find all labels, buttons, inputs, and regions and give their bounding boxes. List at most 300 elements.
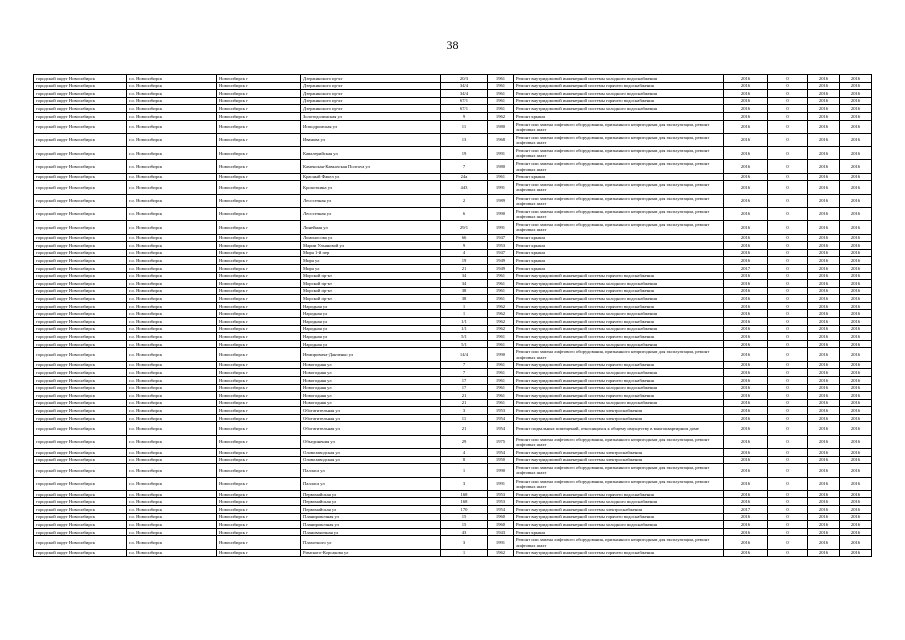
cell-street: Оловозаводская ул	[301, 449, 441, 457]
cell-year: 1980	[488, 160, 514, 173]
cell-municipality: г.о. Новосибирск	[127, 369, 217, 377]
cell-from: 2016	[808, 340, 840, 348]
cell-year: 1962	[488, 549, 514, 557]
cell-municipality: г.о. Новосибирск	[127, 333, 217, 341]
cell-street: Планировочная ул	[301, 513, 441, 521]
cell-street: Объединения ул	[301, 435, 441, 448]
cell-start: 2017	[724, 506, 768, 514]
cell-year: 1990	[488, 348, 514, 361]
cell-to: 2016	[840, 257, 872, 265]
cell-from: 2016	[808, 490, 840, 498]
cell-year: 1961	[488, 392, 514, 400]
cell-year: 1961	[488, 75, 514, 83]
table-row	[34, 105, 872, 113]
cell-from: 2016	[808, 147, 840, 160]
cell-street: Мира ул	[301, 264, 441, 272]
cell-year: 1949	[488, 264, 514, 272]
cell-house: 15	[441, 521, 488, 529]
cell-count: 0	[768, 407, 808, 415]
cell-municipality: г.о. Новосибирск	[127, 133, 217, 146]
cell-start: 2016	[724, 207, 768, 220]
cell-house: 11	[441, 414, 488, 422]
cell-street: Первомайская ул	[301, 490, 441, 498]
cell-count: 0	[768, 173, 808, 181]
cell-from: 2016	[808, 295, 840, 303]
cell-house: 21	[441, 399, 488, 407]
cell-street: Первомайская ул	[301, 506, 441, 514]
cell-from: 2016	[808, 173, 840, 181]
cell-year: 1968	[488, 133, 514, 146]
cell-year: 1961	[488, 287, 514, 295]
table-row	[34, 318, 872, 326]
table-row	[34, 528, 872, 536]
cell-from: 2016	[808, 249, 840, 257]
cell-municipality: г.о. Новосибирск	[127, 498, 217, 506]
cell-from: 2016	[808, 449, 840, 457]
cell-house: 34/4	[441, 82, 488, 90]
cell-municipality: г.о. Новосибирск	[127, 75, 217, 83]
cell-city: Новосибирск г	[217, 536, 301, 549]
cell-street: Золотодолинская ул	[301, 112, 441, 120]
cell-house: 7	[441, 369, 488, 377]
cell-count: 0	[768, 456, 808, 464]
cell-start: 2016	[724, 477, 768, 490]
cell-street: Народная ул	[301, 333, 441, 341]
cell-work: Ремонт внутридомовой инженерной системы горячего водоснабжения	[514, 97, 724, 105]
cell-to: 2016	[840, 75, 872, 83]
cell-district: городской округ Новосибирск	[34, 464, 127, 477]
cell-count: 0	[768, 242, 808, 250]
cell-street: Мира 1-й пер	[301, 249, 441, 257]
cell-street: Оловозаводская ул	[301, 456, 441, 464]
cell-to: 2016	[840, 528, 872, 536]
cell-municipality: г.о. Новосибирск	[127, 97, 217, 105]
cell-district: городской округ Новосибирск	[34, 376, 127, 384]
cell-start: 2016	[724, 75, 768, 83]
cell-district: городской округ Новосибирск	[34, 221, 127, 234]
cell-to: 2016	[840, 369, 872, 377]
cell-work: Ремонт или замена лифтового оборудования, признанного непригодным для эксплуатации, ремонт лифтовых шахт	[514, 536, 724, 549]
cell-count: 0	[768, 498, 808, 506]
cell-street: Немировича-Данченко ул	[301, 348, 441, 361]
cell-start: 2016	[724, 82, 768, 90]
cell-municipality: г.о. Новосибирск	[127, 348, 217, 361]
cell-count: 0	[768, 194, 808, 207]
cell-house: 3	[441, 477, 488, 490]
cell-count: 0	[768, 435, 808, 448]
cell-street: Морской пр-кт	[301, 272, 441, 280]
cell-house: 29/1	[441, 221, 488, 234]
cell-count: 0	[768, 325, 808, 333]
cell-municipality: г.о. Новосибирск	[127, 490, 217, 498]
cell-district: городской округ Новосибирск	[34, 133, 127, 146]
cell-house: 2	[441, 194, 488, 207]
cell-street: Морской пр-кт	[301, 280, 441, 288]
cell-to: 2016	[840, 147, 872, 160]
table-row	[34, 414, 872, 422]
cell-count: 0	[768, 221, 808, 234]
cell-district: городской округ Новосибирск	[34, 234, 127, 242]
cell-district: городской округ Новосибирск	[34, 422, 127, 435]
cell-house: 170	[441, 506, 488, 514]
cell-to: 2016	[840, 464, 872, 477]
cell-to: 2016	[840, 536, 872, 549]
cell-from: 2016	[808, 348, 840, 361]
cell-year: 1991	[488, 221, 514, 234]
cell-to: 2016	[840, 549, 872, 557]
cell-count: 0	[768, 160, 808, 173]
cell-work: Ремонт внутридомовой инженерной системы горячего водоснабжения	[514, 272, 724, 280]
cell-municipality: г.о. Новосибирск	[127, 506, 217, 514]
cell-year: 1962	[488, 302, 514, 310]
cell-house: 13	[441, 133, 488, 146]
table-row	[34, 257, 872, 265]
cell-street: Морской пр-кт	[301, 287, 441, 295]
cell-street: Иванова ул	[301, 133, 441, 146]
cell-work: Ремонт внутридомовой инженерной системы горячего водоснабжения	[514, 490, 724, 498]
cell-street: Народная ул	[301, 340, 441, 348]
cell-municipality: г.о. Новосибирск	[127, 242, 217, 250]
cell-work: Ремонт внутридомовой инженерной системы горячего водоснабжения	[514, 287, 724, 295]
cell-year: 1954	[488, 414, 514, 422]
cell-street: Кропоткина ул	[301, 181, 441, 194]
cell-street: Народная ул	[301, 325, 441, 333]
cell-count: 0	[768, 82, 808, 90]
cell-work: Ремонт или замена лифтового оборудования, признанного непригодным для эксплуатации, ремонт лифтовых шахт	[514, 194, 724, 207]
table-row	[34, 456, 872, 464]
cell-start: 2016	[724, 133, 768, 146]
cell-street: Дзержинского пр-кт	[301, 90, 441, 98]
cell-year: 1962	[488, 318, 514, 326]
cell-year: 1961	[488, 105, 514, 113]
table-row	[34, 82, 872, 90]
cell-work: Ремонт крыши	[514, 242, 724, 250]
cell-city: Новосибирск г	[217, 310, 301, 318]
cell-municipality: г.о. Новосибирск	[127, 513, 217, 521]
cell-house: 3	[441, 407, 488, 415]
table-row	[34, 280, 872, 288]
cell-house: 1	[441, 549, 488, 557]
cell-start: 2016	[724, 257, 768, 265]
cell-municipality: г.о. Новосибирск	[127, 435, 217, 448]
cell-street: Плановаяочная ул	[301, 528, 441, 536]
cell-count: 0	[768, 97, 808, 105]
cell-work: Ремонт или замена лифтового оборудования, признанного непригодным для эксплуатации, ремонт лифтовых шахт	[514, 181, 724, 194]
cell-city: Новосибирск г	[217, 456, 301, 464]
cell-count: 0	[768, 477, 808, 490]
cell-work: Ремонт внутридомовой инженерной системы холодного водоснабжения	[514, 295, 724, 303]
cell-count: 0	[768, 536, 808, 549]
cell-district: городской округ Новосибирск	[34, 414, 127, 422]
cell-work: Ремонт внутридомовой инженерной системы холодного водоснабжения	[514, 105, 724, 113]
cell-work: Ремонт внутридомовой инженерной системы холодного водоснабжения	[514, 521, 724, 529]
cell-city: Новосибирск г	[217, 82, 301, 90]
cell-from: 2016	[808, 361, 840, 369]
cell-to: 2016	[840, 287, 872, 295]
cell-district: городской округ Новосибирск	[34, 536, 127, 549]
table-row	[34, 422, 872, 435]
cell-city: Новосибирск г	[217, 513, 301, 521]
cell-from: 2016	[808, 513, 840, 521]
cell-city: Новосибирск г	[217, 506, 301, 514]
cell-start: 2016	[724, 422, 768, 435]
cell-from: 2016	[808, 528, 840, 536]
table-row	[34, 376, 872, 384]
cell-start: 2016	[724, 464, 768, 477]
cell-street: Народная ул	[301, 318, 441, 326]
table-row	[34, 272, 872, 280]
table-row	[34, 498, 872, 506]
cell-from: 2016	[808, 464, 840, 477]
cell-municipality: г.о. Новосибирск	[127, 528, 217, 536]
cell-house: 34	[441, 272, 488, 280]
cell-district: городской округ Новосибирск	[34, 287, 127, 295]
page-number: 38	[446, 38, 459, 52]
cell-year: 1961	[488, 173, 514, 181]
cell-year: 1961	[488, 399, 514, 407]
cell-start: 2016	[724, 549, 768, 557]
cell-house: 19	[441, 147, 488, 160]
cell-work: Ремонт или замена лифтового оборудования, признанного непригодным для эксплуатации, ремонт лифтовых шахт	[514, 207, 724, 220]
cell-city: Новосибирск г	[217, 414, 301, 422]
cell-to: 2016	[840, 221, 872, 234]
table-body	[34, 75, 872, 557]
cell-work: Ремонт внутридомовой инженерной системы холодного водоснабжения	[514, 280, 724, 288]
cell-street: Ипподромская ул	[301, 120, 441, 133]
cell-to: 2016	[840, 90, 872, 98]
cell-count: 0	[768, 120, 808, 133]
cell-house: 43	[441, 528, 488, 536]
cell-start: 2016	[724, 105, 768, 113]
cell-house: 14/4	[441, 348, 488, 361]
cell-from: 2016	[808, 133, 840, 146]
cell-municipality: г.о. Новосибирск	[127, 280, 217, 288]
cell-from: 2016	[808, 120, 840, 133]
cell-work: Ремонт крыши	[514, 264, 724, 272]
cell-start: 2016	[724, 528, 768, 536]
cell-district: городской округ Новосибирск	[34, 207, 127, 220]
cell-street: Линейная ул	[301, 221, 441, 234]
cell-start: 2016	[724, 498, 768, 506]
cell-district: городской округ Новосибирск	[34, 181, 127, 194]
cell-count: 0	[768, 234, 808, 242]
cell-street: Красный Факел ул	[301, 173, 441, 181]
cell-start: 2017	[724, 264, 768, 272]
cell-year: 1961	[488, 97, 514, 105]
cell-street: Первомайская ул	[301, 498, 441, 506]
cell-count: 0	[768, 112, 808, 120]
cell-house: 21	[441, 264, 488, 272]
cell-district: городской округ Новосибирск	[34, 498, 127, 506]
cell-year: 1975	[488, 435, 514, 448]
cell-street: Марии Ульяновой ул	[301, 242, 441, 250]
cell-district: городской округ Новосибирск	[34, 97, 127, 105]
cell-to: 2016	[840, 272, 872, 280]
cell-to: 2016	[840, 477, 872, 490]
cell-from: 2016	[808, 105, 840, 113]
cell-municipality: г.о. Новосибирск	[127, 414, 217, 422]
cell-municipality: г.о. Новосибирск	[127, 90, 217, 98]
cell-start: 2016	[724, 449, 768, 457]
cell-work: Ремонт внутридомовой инженерной системы электроснабжения	[514, 407, 724, 415]
cell-city: Новосибирск г	[217, 112, 301, 120]
cell-work: Ремонт или замена лифтового оборудования, признанного непригодным для эксплуатации, ремонт лифтовых шахт	[514, 221, 724, 234]
cell-city: Новосибирск г	[217, 333, 301, 341]
table-row	[34, 112, 872, 120]
cell-from: 2016	[808, 477, 840, 490]
cell-to: 2016	[840, 498, 872, 506]
table-row	[34, 234, 872, 242]
cell-municipality: г.о. Новосибирск	[127, 536, 217, 549]
cell-street: Планировочная ул	[301, 521, 441, 529]
cell-work: Ремонт внутридомовой инженерной системы электроснабжения	[514, 506, 724, 514]
cell-district: городской округ Новосибирск	[34, 392, 127, 400]
cell-count: 0	[768, 376, 808, 384]
cell-municipality: г.о. Новосибирск	[127, 112, 217, 120]
cell-district: городской округ Новосибирск	[34, 75, 127, 83]
cell-municipality: г.о. Новосибирск	[127, 384, 217, 392]
cell-city: Новосибирск г	[217, 257, 301, 265]
cell-house: 38	[441, 295, 488, 303]
cell-district: городской округ Новосибирск	[34, 449, 127, 457]
cell-count: 0	[768, 75, 808, 83]
cell-district: городской округ Новосибирск	[34, 384, 127, 392]
cell-work: Ремонт внутридомовой инженерной системы холодного водоснабжения	[514, 325, 724, 333]
cell-year: 1961	[488, 333, 514, 341]
cell-city: Новосибирск г	[217, 133, 301, 146]
table-row	[34, 97, 872, 105]
table-row	[34, 90, 872, 98]
cell-district: городской округ Новосибирск	[34, 242, 127, 250]
cell-work: Ремонт внутридомовой инженерной системы горячего водоснабжения	[514, 392, 724, 400]
cell-district: городской округ Новосибирск	[34, 112, 127, 120]
cell-city: Новосибирск г	[217, 399, 301, 407]
cell-city: Новосибирск г	[217, 325, 301, 333]
table-row	[34, 249, 872, 257]
table-row	[34, 506, 872, 514]
cell-to: 2016	[840, 234, 872, 242]
cell-municipality: г.о. Новосибирск	[127, 449, 217, 457]
cell-from: 2016	[808, 112, 840, 120]
cell-count: 0	[768, 207, 808, 220]
cell-from: 2016	[808, 422, 840, 435]
cell-house: 34	[441, 280, 488, 288]
cell-start: 2016	[724, 295, 768, 303]
cell-municipality: г.о. Новосибирск	[127, 392, 217, 400]
cell-city: Новосибирск г	[217, 302, 301, 310]
cell-from: 2016	[808, 549, 840, 557]
cell-district: городской округ Новосибирск	[34, 310, 127, 318]
cell-house: 4	[441, 449, 488, 457]
cell-house: 3	[441, 536, 488, 549]
cell-year: 1962	[488, 112, 514, 120]
cell-house: 17	[441, 384, 488, 392]
cell-year: 1961	[488, 280, 514, 288]
cell-street: Дзержинского пр-кт	[301, 97, 441, 105]
cell-city: Новосибирск г	[217, 477, 301, 490]
cell-municipality: г.о. Новосибирск	[127, 422, 217, 435]
cell-house: 6	[441, 207, 488, 220]
cell-start: 2016	[724, 221, 768, 234]
cell-year: 1961	[488, 384, 514, 392]
cell-to: 2016	[840, 399, 872, 407]
cell-count: 0	[768, 506, 808, 514]
cell-count: 0	[768, 333, 808, 341]
cell-municipality: г.о. Новосибирск	[127, 194, 217, 207]
cell-work: Ремонт или замена лифтового оборудования, признанного непригодным для эксплуатации, ремонт лифтовых шахт	[514, 477, 724, 490]
cell-municipality: г.о. Новосибирск	[127, 287, 217, 295]
table-row	[34, 264, 872, 272]
cell-city: Новосибирск г	[217, 160, 301, 173]
table-row	[34, 207, 872, 220]
cell-city: Новосибирск г	[217, 376, 301, 384]
cell-from: 2016	[808, 242, 840, 250]
cell-city: Новосибирск г	[217, 75, 301, 83]
cell-city: Новосибирск г	[217, 340, 301, 348]
cell-house: 1	[441, 310, 488, 318]
cell-count: 0	[768, 392, 808, 400]
cell-city: Новосибирск г	[217, 120, 301, 133]
cell-from: 2016	[808, 264, 840, 272]
cell-from: 2016	[808, 207, 840, 220]
cell-count: 0	[768, 287, 808, 295]
cell-house: 66	[441, 234, 488, 242]
cell-district: городской округ Новосибирск	[34, 120, 127, 133]
cell-count: 0	[768, 280, 808, 288]
cell-year: 1990	[488, 207, 514, 220]
cell-from: 2016	[808, 181, 840, 194]
cell-to: 2016	[840, 97, 872, 105]
cell-start: 2016	[724, 348, 768, 361]
cell-start: 2016	[724, 112, 768, 120]
table-row	[34, 242, 872, 250]
cell-city: Новосибирск г	[217, 348, 301, 361]
cell-house: 1	[441, 464, 488, 477]
cell-count: 0	[768, 549, 808, 557]
cell-city: Новосибирск г	[217, 97, 301, 105]
cell-district: городской округ Новосибирск	[34, 348, 127, 361]
cell-work: Ремонт внутридомовой инженерной системы горячего водоснабжения	[514, 549, 724, 557]
cell-street: Дзержинского пр-кт	[301, 75, 441, 83]
cell-work: Ремонт крыши	[514, 173, 724, 181]
cell-city: Новосибирск г	[217, 464, 301, 477]
cell-count: 0	[768, 257, 808, 265]
cell-district: городской округ Новосибирск	[34, 549, 127, 557]
cell-municipality: г.о. Новосибирск	[127, 295, 217, 303]
cell-count: 0	[768, 249, 808, 257]
cell-street: Кавалерийская ул	[301, 147, 441, 160]
cell-to: 2016	[840, 173, 872, 181]
cell-city: Новосибирск г	[217, 422, 301, 435]
cell-from: 2016	[808, 97, 840, 105]
cell-count: 0	[768, 521, 808, 529]
cell-work: Ремонт внутридомовой инженерной системы холодного водоснабжения	[514, 90, 724, 98]
cell-year: 1960	[488, 521, 514, 529]
cell-city: Новосибирск г	[217, 207, 301, 220]
cell-municipality: г.о. Новосибирск	[127, 160, 217, 173]
table-row	[34, 407, 872, 415]
cell-house: 29	[441, 435, 488, 448]
cell-count: 0	[768, 490, 808, 498]
cell-municipality: г.о. Новосибирск	[127, 264, 217, 272]
cell-street: Обогатительная ул	[301, 407, 441, 415]
cell-district: городской округ Новосибирск	[34, 82, 127, 90]
cell-start: 2016	[724, 272, 768, 280]
cell-from: 2016	[808, 90, 840, 98]
table-row	[34, 333, 872, 341]
table-row	[34, 464, 872, 477]
cell-from: 2016	[808, 435, 840, 448]
